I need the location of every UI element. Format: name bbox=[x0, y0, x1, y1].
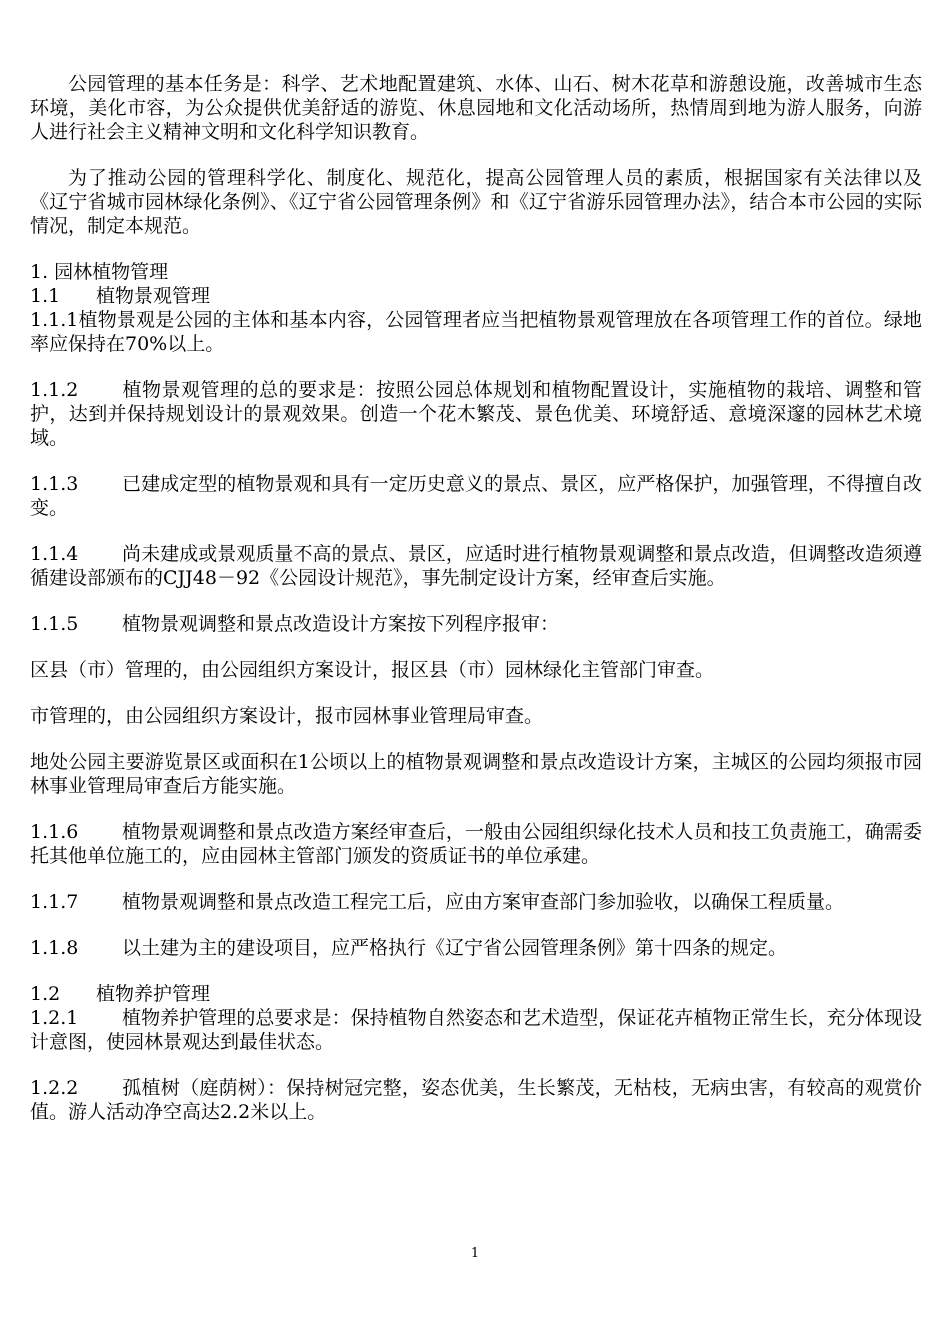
procedure-paragraph-2: 市管理的，由公园组织方案设计，报市园林事业管理局审查。 bbox=[30, 705, 544, 727]
subsection-title: 植物景观管理 bbox=[96, 285, 211, 307]
clause-text: 植物养护管理的总要求是：保持植物自然姿态和艺术造型，保证花卉植物正常生长，充分体现设计意图，使园林景观达到最佳状态。 bbox=[30, 1007, 922, 1053]
subsection-heading-1-1 bbox=[30, 284, 922, 308]
clause-text: 植物景观调整和景点改造方案经审查后，一般由公园组织绿化技术人员和技工负责施工，确需委托其他单位施工的，应由园林主管部门颁发的资质证书的单位承建。 bbox=[30, 821, 922, 867]
clause-number: 1.1.6 bbox=[30, 821, 79, 843]
subsection-heading-1-2 bbox=[30, 982, 922, 1006]
clause-number: 1.2.2 bbox=[30, 1077, 79, 1099]
clause-text: 已建成定型的植物景观和具有一定历史意义的景点、景区，应严格保护，加强管理，不得擅自改变。 bbox=[30, 473, 922, 519]
clause-text: 植物景观管理的总的要求是：按照公园总体规划和植物配置设计，实施植物的栽培、调整和管护，达到并保持规划设计的景观效果。创造一个花木繁茂、景色优美、环境舒适、意境深邃的园林艺术境域。 bbox=[30, 379, 922, 449]
clause-1-2-1 bbox=[30, 1006, 922, 1054]
clause-number: 1.1.4 bbox=[30, 543, 79, 565]
clause-text: 孤植树（庭荫树）：保持树冠完整，姿态优美，生长繁茂，无枯枝，无病虫害，有较高的观赏价值。游人活动净空高达2.2米以上。 bbox=[30, 1077, 922, 1123]
clause-1-1-4 bbox=[30, 542, 922, 590]
clause-number: 1.1.8 bbox=[30, 937, 79, 959]
clause-text: 尚未建成或景观质量不高的景点、景区，应适时进行植物景观调整和景点改造，但调整改造须遵循建设部颁布的CJJ48－92《公园设计规范》，事先制定设计方案，经审查后实施。 bbox=[30, 543, 922, 589]
clause-text: 以土建为主的建设项目，应严格执行《辽宁省公园管理条例》第十四条的规定。 bbox=[122, 937, 788, 959]
clause-1-1-8 bbox=[30, 936, 922, 960]
clause-1-1-5 bbox=[30, 612, 922, 636]
clause-number: 1.1.3 bbox=[30, 473, 79, 495]
clause-1-1-7 bbox=[30, 890, 922, 914]
subsection-title: 植物养护管理 bbox=[96, 983, 211, 1005]
clause-1-1-1: 1.1.1植物景观是公园的主体和基本内容，公园管理者应当把植物景观管理放在各项管理工作的首位。绿地率应保持在70%以上。 bbox=[30, 309, 922, 355]
clause-number: 1.1.5 bbox=[30, 613, 79, 635]
clause-1-1-3 bbox=[30, 472, 922, 520]
procedure-paragraph-1: 区县（市）管理的，由公园组织方案设计，报区县（市）园林绿化主管部门审查。 bbox=[30, 659, 715, 681]
subsection-number: 1.2 bbox=[30, 983, 61, 1005]
procedure-paragraph-3: 地处公园主要游览景区或面积在1公顷以上的植物景观调整和景点改造设计方案，主城区的公园均须报市园林事业管理局审查后方能实施。 bbox=[30, 751, 922, 797]
intro-paragraph-1: 公园管理的基本任务是：科学、艺术地配置建筑、水体、山石、树木花草和游憩设施，改善城市生态环境，美化市容，为公众提供优美舒适的游览、休息园地和文化活动场所，热情周到地为游人服务，向游人进行社会主义精神文明和文化科学知识教育。 bbox=[30, 73, 922, 143]
section-heading: 1. 园林植物管理 bbox=[30, 261, 169, 283]
intro-paragraph-2: 为了推动公园的管理科学化、制度化、规范化，提高公园管理人员的素质，根据国家有关法律以及《辽宁省城市园林绿化条例》、《辽宁省公园管理条例》和《辽宁省游乐园管理办法》，结合本市公园的实际情况，制定本规范。 bbox=[30, 167, 922, 237]
document-body bbox=[30, 72, 922, 1124]
clause-1-2-2 bbox=[30, 1076, 922, 1124]
clause-text: 植物景观调整和景点改造设计方案按下列程序报审： bbox=[122, 613, 560, 635]
clause-1-1-6 bbox=[30, 820, 922, 868]
clause-number: 1.2.1 bbox=[30, 1007, 79, 1029]
clause-number: 1.1.2 bbox=[30, 379, 79, 401]
clause-number: 1.1.7 bbox=[30, 891, 79, 913]
subsection-number: 1.1 bbox=[30, 285, 61, 307]
clause-1-1-2 bbox=[30, 378, 922, 450]
page-number: 1 bbox=[470, 1246, 480, 1261]
clause-text: 植物景观调整和景点改造工程完工后，应由方案审查部门参加验收，以确保工程质量。 bbox=[122, 891, 845, 913]
